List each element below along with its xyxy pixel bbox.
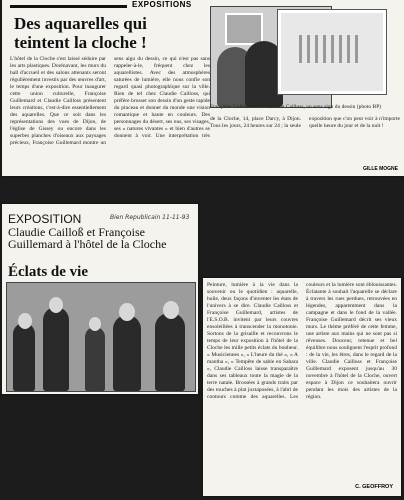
artist-names: Claudie Cailloß et Françoise Guillemard à l'hôtel de la Cloche bbox=[8, 225, 167, 251]
photo-frame-small bbox=[225, 13, 263, 45]
article-title: Éclats de vie bbox=[8, 264, 88, 280]
framed-artwork bbox=[278, 10, 386, 94]
author-signature: C. GEOFFROY bbox=[355, 484, 393, 490]
group-photo bbox=[6, 282, 196, 392]
header-rule bbox=[10, 5, 127, 8]
headline: Des aquarelles qui teintent la cloche ! bbox=[14, 14, 147, 52]
article-body-right: de la Cloche, 14, place Darcy, à Dijon. Tous les jours, 24 heures sur 24 ; la seule exposition que c'on peut voir à n'importe quelle heure du jour et de la nuit ! bbox=[210, 116, 400, 129]
author-signature: GILLE MOGNE bbox=[363, 166, 398, 172]
article-body: Peinture, lumière à la vie dans la souvenir ou le quotidien : aquarelle, huile, deux façons d'inventer les états de l'univers à se dire. Claudie Cailloss et Françoise Guillemard, artistes de l'E.S.O.B. invitent par leurs couvres ensoleillées à transcender la monotonie. Sortons de la grisaille et recouvrons le temps de leur exposition à l'hôtel de la Cloche les mille petits éclats du bonheur. « Musiciennes », « L'heure du thé », « A mantha », « Tempête de sable en Sahara », Claudie Cailloss laisse transparaître dans ses tableaux toute la magie de la terre natale. Brossées à grands traits par des touches à plat juxtaposées, à l'abri de contours comme des aquarelles. Les couleurs et la lumière sont éblouissantes. Éclatante à souhait l'aquarelle se déclare à travers les rues perdues, retrouvées en légendes, apparemment dans la campagne et dans le fond de la vallée. Françoise Guillemard décrit ses vieux murs. Le thème préféré de cette femme, une artiste aux mains qui ne sont pas si rêveuses. Douceur, retenue et bel équilibre nous soulignent l'esprit profond : de la vie, les êtres, dans le regard de la ville. Claudie Cailloss et Françoise Guillemard exposent jusqu'au 30 novembre à l'hôtel de la Cloche, ouvert espace à Dijon ce souhaitera ouvrir pendant les mois des artistes de la région. bbox=[207, 282, 397, 400]
exposition-label: EXPOSITION bbox=[8, 212, 82, 226]
clipping-aquarelles bbox=[2, 0, 404, 176]
photo-caption: Françoise Guillemard et Claudine Cailloss, un sens aigu du dessin (photo BP) bbox=[210, 104, 382, 110]
article-body-left: L'hôtel de la Cloche s'est laissé séduire par les arts plastiques. Dorénavant, les murs du hall d'accueil et des salons attenants seront régulièrement investis par des œuvres d'art, le temps d'une exposition. Pour inaugurer cette union culturelle, Françoise Guillemard et Claudie Cailloss présentent leurs créations, c'est-à-dire essentiellement des aquarelles. Que ce soit dans les représentations des vues de Dijon, de l'église de Gissey ou encore dans les superbes planches d'oiseaux aux paysages précieux, Françoise Guillemard montre un sens aigu du dessin, ce qui n'est pas sans rappeler-à-le, fréquent chez les aquarellistes. Avec des atmosphères saturées de lumière, elle nous confie son regard quasi photographique sur la ville. Rien de tel chez Claudie Cailloss, qui préfère brosser son dessin d'un geste rapide du pinceau et donner du monde une vision romantique et haute en couleurs. Des personnages du désert, ses nus, ses visages, ses « natures vivantes » et bien d'autres se donnent à voir. Une interprétation très bbox=[10, 56, 210, 146]
clipping-eclats-de-vie bbox=[2, 204, 198, 394]
handwritten-date: Bien Republicain 11-11-93 bbox=[110, 214, 190, 221]
clipping-article-text bbox=[203, 278, 401, 496]
section-label: EXPOSITIONS bbox=[132, 0, 192, 9]
